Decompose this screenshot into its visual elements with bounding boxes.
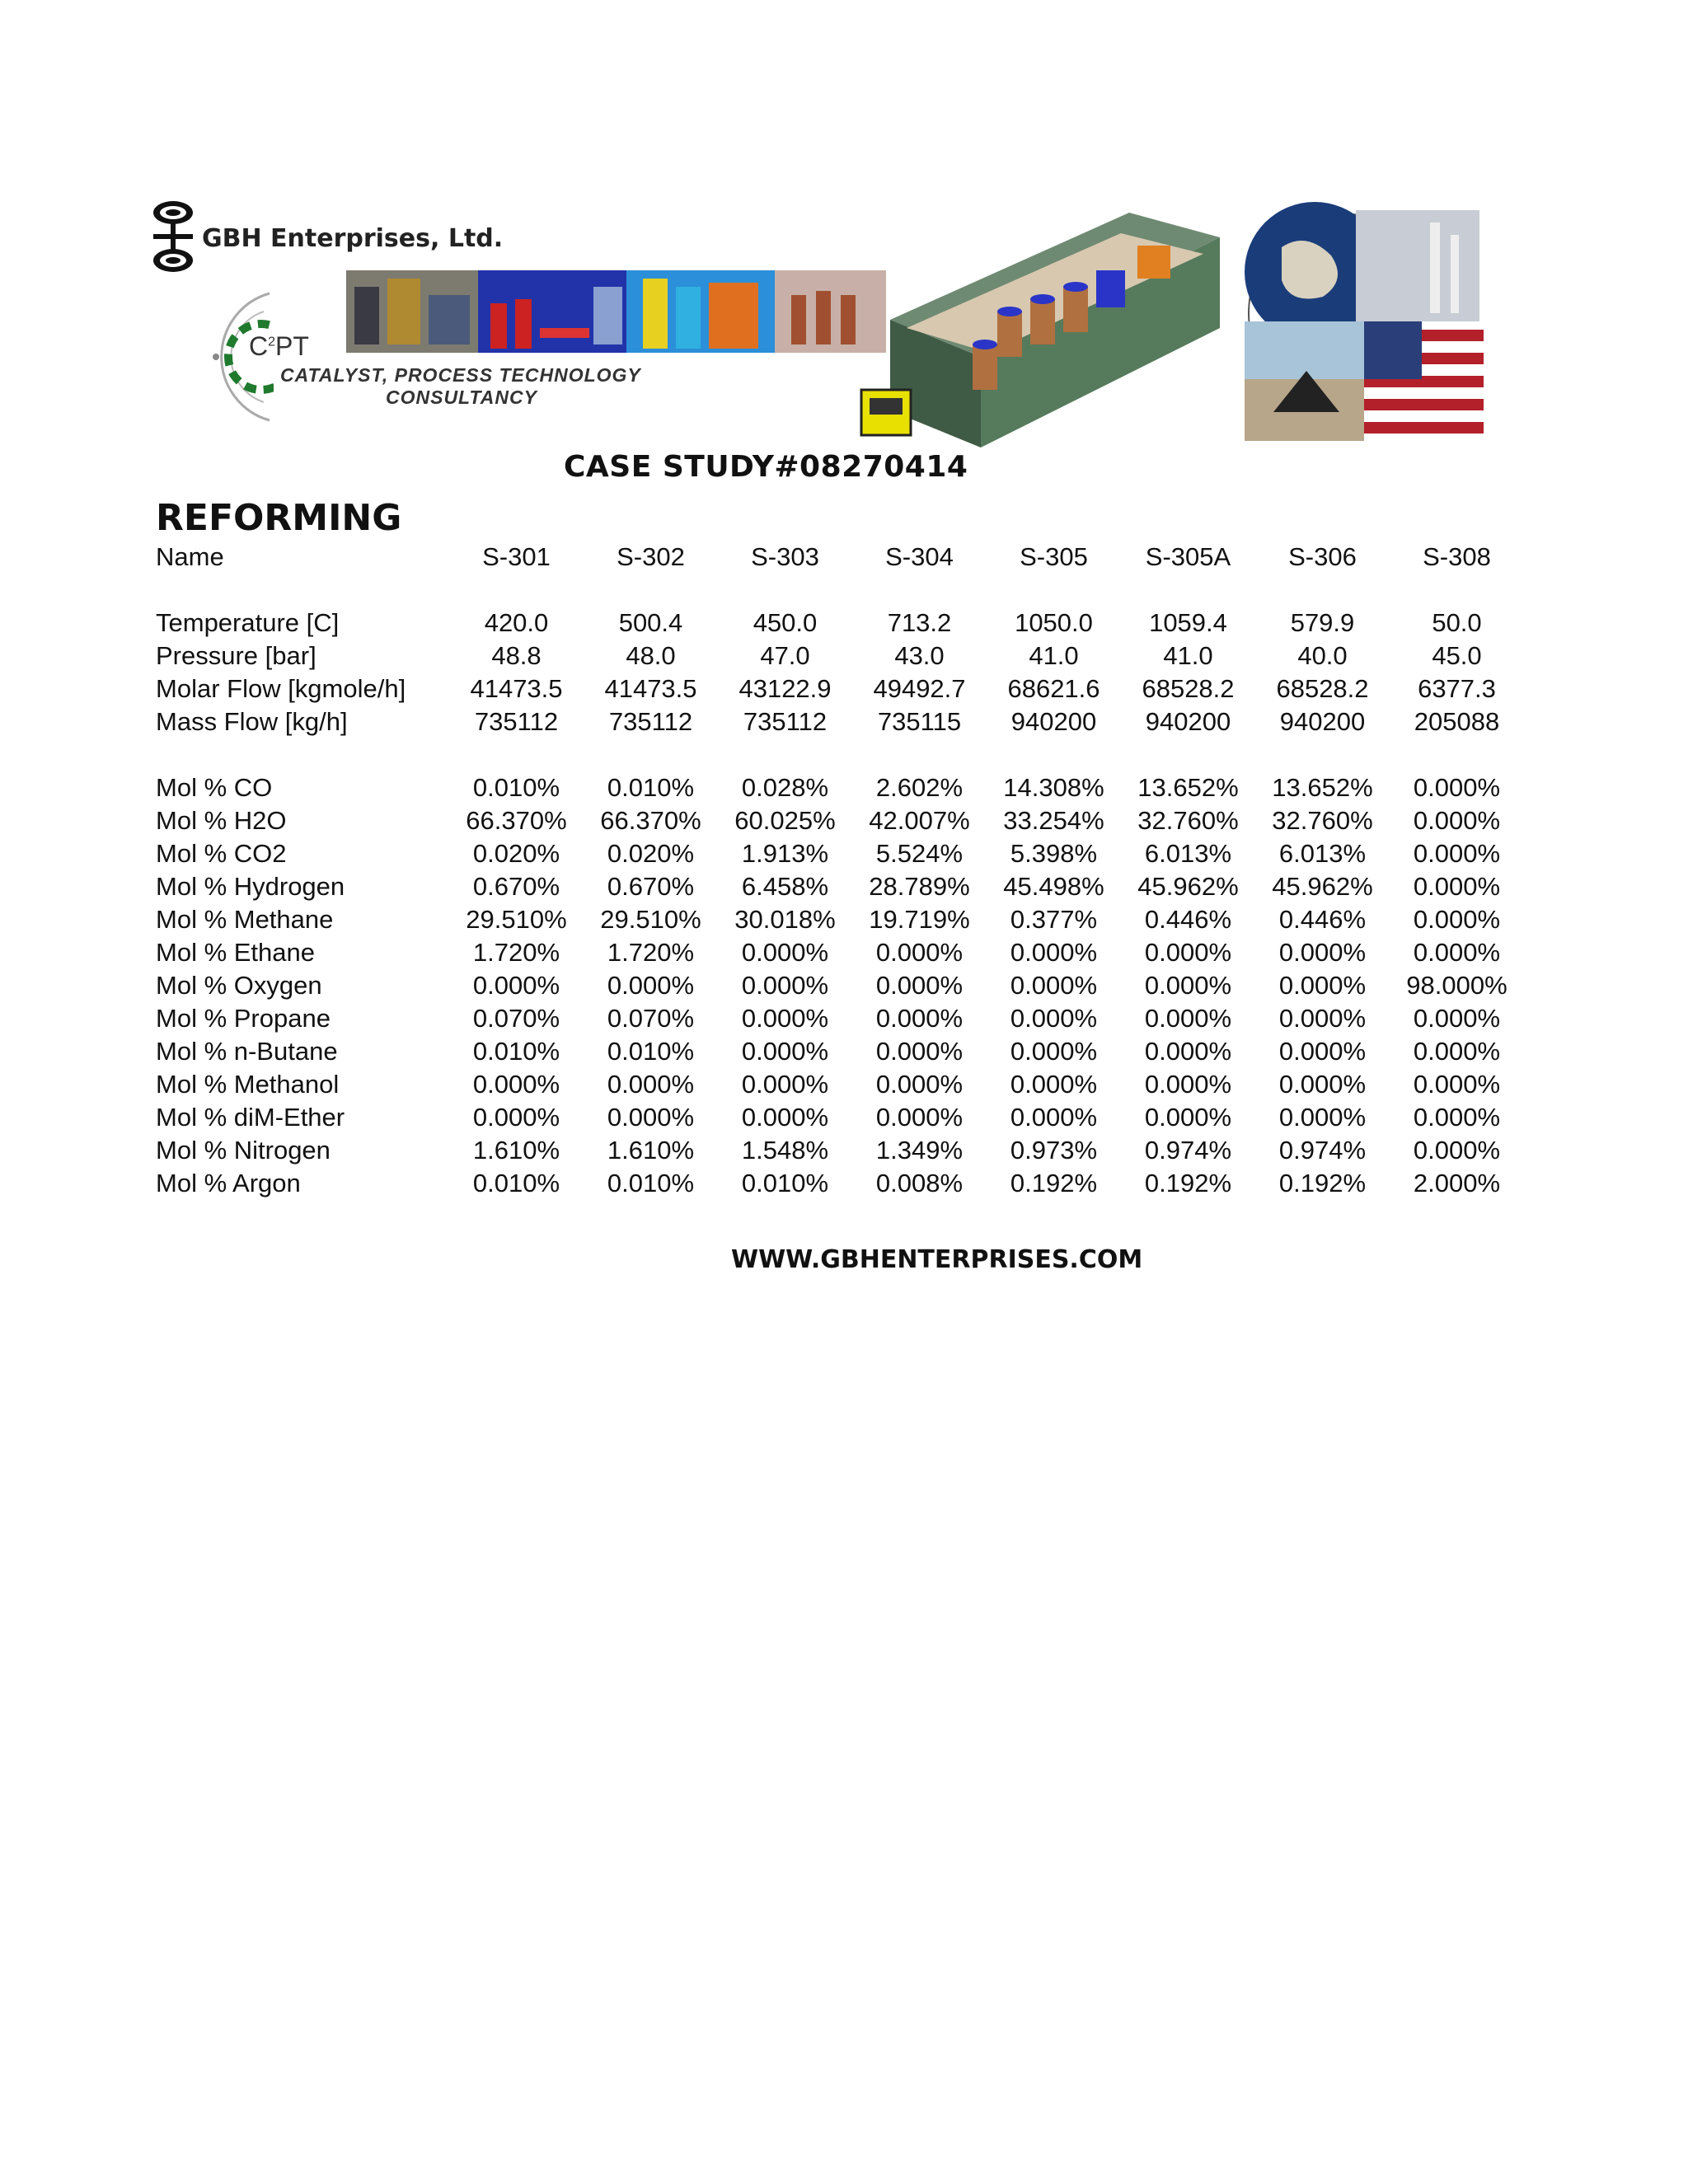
table-cell: 0.000% xyxy=(1278,938,1367,967)
table-cell: 33.254% xyxy=(1003,806,1104,835)
table-cell: 5.398% xyxy=(1010,839,1098,868)
table-row xyxy=(156,771,1524,804)
table-cell: 0.000% xyxy=(1010,1070,1098,1099)
name-column-label: Name xyxy=(156,542,224,571)
table-cell: 6.013% xyxy=(1278,839,1367,868)
industrial-photo-collage xyxy=(346,270,886,353)
table-cell: 1050.0 xyxy=(1015,608,1093,637)
table-cell: 735115 xyxy=(877,707,962,736)
table-cell: 713.2 xyxy=(887,608,952,637)
table-header-row xyxy=(156,541,1524,574)
table-cell: 0.000% xyxy=(1413,806,1501,835)
row-label: Mol % n-Butane xyxy=(156,1037,338,1066)
table-cell: 0.000% xyxy=(1278,1037,1367,1066)
table-cell: 6.013% xyxy=(1144,839,1232,868)
row-label: Mol % CO xyxy=(156,773,273,802)
table-cell: 420.0 xyxy=(484,608,549,637)
table-cell: 0.000% xyxy=(875,1037,964,1066)
table-cell: 0.010% xyxy=(472,1169,560,1197)
table-cell: 0.000% xyxy=(1413,938,1501,967)
table-cell: 5.524% xyxy=(875,839,964,868)
table-row xyxy=(156,903,1524,936)
table-cell: 66.370% xyxy=(466,806,567,835)
table-cell: 0.000% xyxy=(1413,1037,1501,1066)
section-title: REFORMING xyxy=(156,497,402,539)
table-cell: 0.000% xyxy=(875,938,964,967)
row-label: Mol % Methane xyxy=(156,905,334,934)
table-cell: 68528.2 xyxy=(1276,674,1369,703)
table-cell: 32.760% xyxy=(1272,806,1373,835)
row-label: Mol % Argon xyxy=(156,1169,301,1197)
case-study-title: CASE STUDY#08270414 xyxy=(564,450,968,484)
row-label: Mol % Ethane xyxy=(156,938,315,967)
table-cell: 0.000% xyxy=(1144,938,1232,967)
table-cell: 0.000% xyxy=(607,1070,695,1099)
table-cell: 13.652% xyxy=(1272,773,1373,802)
table-row xyxy=(156,607,1524,640)
stream-header: S-305A xyxy=(1145,542,1231,571)
table-cell: 50.0 xyxy=(1432,608,1482,637)
table-cell: 940200 xyxy=(1279,707,1366,736)
table-cell: 0.010% xyxy=(607,1037,695,1066)
row-label: Mol % H2O xyxy=(156,806,287,835)
table-cell: 0.000% xyxy=(1144,1004,1232,1033)
consultancy-line-1: CATALYST, PROCESS TECHNOLOGY xyxy=(280,364,641,386)
table-cell: 0.010% xyxy=(607,1169,695,1197)
table-cell: 0.446% xyxy=(1144,905,1232,934)
stream-data-table xyxy=(156,541,1524,1200)
table-cell: 0.974% xyxy=(1278,1136,1367,1165)
table-cell: 0.000% xyxy=(1010,938,1098,967)
table-cell: 0.020% xyxy=(472,839,560,868)
table-cell: 0.446% xyxy=(1278,905,1367,934)
table-cell: 0.000% xyxy=(1413,872,1501,901)
table-row xyxy=(156,1101,1524,1134)
row-label: Mass Flow [kg/h] xyxy=(156,707,348,736)
table-cell: 45.962% xyxy=(1137,872,1239,901)
stream-header: S-301 xyxy=(482,542,551,571)
table-cell: 0.000% xyxy=(1413,1004,1501,1033)
row-label: Mol % Hydrogen xyxy=(156,872,345,901)
table-cell: 68621.6 xyxy=(1007,674,1100,703)
row-label: Mol % Nitrogen xyxy=(156,1136,331,1165)
table-cell: 735112 xyxy=(608,707,693,736)
stream-header: S-303 xyxy=(751,542,819,571)
row-label: Temperature [C] xyxy=(156,608,340,637)
table-cell: 0.070% xyxy=(607,1004,695,1033)
stream-header: S-308 xyxy=(1423,542,1491,571)
table-cell: 45.498% xyxy=(1003,872,1104,901)
row-label: Mol % Methanol xyxy=(156,1070,340,1099)
table-cell: 48.8 xyxy=(491,641,542,670)
table-cell: 0.010% xyxy=(741,1169,829,1197)
energy-globe-flag-collage xyxy=(1240,198,1488,449)
table-cell: 579.9 xyxy=(1290,608,1355,637)
table-cell: 41.0 xyxy=(1029,641,1079,670)
table-cell: 0.000% xyxy=(741,938,829,967)
table-cell: 6.458% xyxy=(741,872,829,901)
table-cell: 60.025% xyxy=(734,806,836,835)
table-cell: 1.610% xyxy=(607,1136,695,1165)
table-row xyxy=(156,936,1524,969)
spacer-row xyxy=(156,738,1524,771)
table-row xyxy=(156,1068,1524,1101)
table-cell: 0.008% xyxy=(875,1169,964,1197)
table-cell: 0.670% xyxy=(472,872,560,901)
table-cell: 1.720% xyxy=(607,938,695,967)
table-cell: 0.000% xyxy=(875,971,964,1000)
table-cell: 2.602% xyxy=(875,773,964,802)
table-row xyxy=(156,673,1524,705)
table-cell: 68528.2 xyxy=(1142,674,1235,703)
table-cell: 48.0 xyxy=(626,641,676,670)
table-cell: 450.0 xyxy=(753,608,818,637)
stream-header: S-304 xyxy=(885,542,954,571)
table-row xyxy=(156,1002,1524,1035)
table-cell: 0.000% xyxy=(1413,1136,1501,1165)
table-cell: 0.000% xyxy=(472,971,560,1000)
table-cell: 940200 xyxy=(1145,707,1231,736)
table-cell: 0.000% xyxy=(1278,1070,1367,1099)
table-cell: 0.010% xyxy=(472,773,560,802)
table-cell: 28.789% xyxy=(869,872,970,901)
consultancy-line-2: CONSULTANCY xyxy=(386,387,537,408)
table-cell: 0.000% xyxy=(1413,1070,1501,1099)
row-label: Mol % Oxygen xyxy=(156,971,322,1000)
table-cell: 0.000% xyxy=(741,1004,829,1033)
table-cell: 0.000% xyxy=(1144,971,1232,1000)
table-cell: 0.000% xyxy=(741,1037,829,1066)
table-cell: 0.028% xyxy=(741,773,829,802)
table-cell: 1.349% xyxy=(875,1136,964,1165)
table-cell: 0.000% xyxy=(1413,839,1501,868)
table-cell: 41473.5 xyxy=(604,674,697,703)
table-cell: 0.000% xyxy=(741,971,829,1000)
modular-plant-container-illustration xyxy=(857,196,1236,448)
table-cell: 41.0 xyxy=(1163,641,1213,670)
table-cell: 0.000% xyxy=(1413,1103,1501,1132)
table-cell: 0.973% xyxy=(1010,1136,1098,1165)
table-cell: 45.962% xyxy=(1272,872,1373,901)
row-label: Mol % CO2 xyxy=(156,839,287,868)
stream-header: S-306 xyxy=(1288,542,1357,571)
table-cell: 32.760% xyxy=(1137,806,1239,835)
table-cell: 500.4 xyxy=(618,608,683,637)
table-cell: 1059.4 xyxy=(1149,608,1227,637)
table-row xyxy=(156,705,1524,738)
table-cell: 0.000% xyxy=(472,1103,560,1132)
table-cell: 41473.5 xyxy=(470,674,563,703)
table-cell: 0.000% xyxy=(607,1103,695,1132)
row-label: Molar Flow [kgmole/h] xyxy=(156,674,406,703)
table-cell: 2.000% xyxy=(1413,1169,1501,1197)
table-cell: 43122.9 xyxy=(738,674,832,703)
table-cell: 1.610% xyxy=(472,1136,560,1165)
table-cell: 1.720% xyxy=(472,938,560,967)
table-cell: 0.000% xyxy=(1278,1004,1367,1033)
table-cell: 0.000% xyxy=(1278,971,1367,1000)
table-cell: 0.000% xyxy=(1010,1103,1098,1132)
table-cell: 19.719% xyxy=(869,905,970,934)
table-row xyxy=(156,1035,1524,1068)
table-cell: 0.000% xyxy=(875,1070,964,1099)
table-cell: 0.010% xyxy=(607,773,695,802)
table-cell: 0.000% xyxy=(1010,1037,1098,1066)
stream-header: S-302 xyxy=(617,542,685,571)
table-cell: 0.000% xyxy=(1413,773,1501,802)
table-cell: 0.192% xyxy=(1278,1169,1367,1197)
table-cell: 0.000% xyxy=(1010,971,1098,1000)
c2pt-wordmark: $C^2PT$ xyxy=(249,331,309,361)
table-cell: 0.020% xyxy=(607,839,695,868)
table-cell: 940200 xyxy=(1010,707,1097,736)
table-cell: 0.377% xyxy=(1010,905,1098,934)
table-cell: 14.308% xyxy=(1003,773,1104,802)
table-cell: 205088 xyxy=(1414,707,1500,736)
table-row xyxy=(156,804,1524,837)
gbh-emblem-icon xyxy=(148,198,198,276)
table-row xyxy=(156,1134,1524,1167)
table-cell: 1.913% xyxy=(741,839,829,868)
table-cell: 0.000% xyxy=(1278,1103,1367,1132)
table-cell: 0.192% xyxy=(1144,1169,1232,1197)
table-cell: 0.974% xyxy=(1144,1136,1232,1165)
table-cell: 0.670% xyxy=(607,872,695,901)
table-cell: 29.510% xyxy=(600,905,701,934)
table-cell: 42.007% xyxy=(869,806,970,835)
table-row xyxy=(156,837,1524,870)
row-label: Mol % Propane xyxy=(156,1004,331,1033)
spacer-row xyxy=(156,574,1524,607)
table-cell: 0.000% xyxy=(875,1004,964,1033)
table-cell: 0.000% xyxy=(472,1070,560,1099)
stream-header: S-305 xyxy=(1020,542,1088,571)
table-cell: 0.000% xyxy=(1010,1004,1098,1033)
table-cell: 0.000% xyxy=(1144,1103,1232,1132)
table-cell: 47.0 xyxy=(760,641,810,670)
table-cell: 0.010% xyxy=(472,1037,560,1066)
row-label: Mol % diM-Ether xyxy=(156,1103,345,1132)
table-cell: 0.000% xyxy=(741,1103,829,1132)
table-cell: 0.000% xyxy=(1144,1037,1232,1066)
table-cell: 30.018% xyxy=(734,905,836,934)
table-cell: 43.0 xyxy=(894,641,945,670)
table-cell: 98.000% xyxy=(1406,971,1507,1000)
table-row xyxy=(156,969,1524,1002)
table-cell: 735112 xyxy=(474,707,559,736)
table-cell: 40.0 xyxy=(1297,641,1348,670)
footer-website: WWW.GBHENTERPRISES.COM xyxy=(731,1245,1143,1274)
table-cell: 0.000% xyxy=(741,1070,829,1099)
table-cell: 735112 xyxy=(743,707,828,736)
table-cell: 29.510% xyxy=(466,905,567,934)
table-cell: 6377.3 xyxy=(1418,674,1496,703)
table-row xyxy=(156,1167,1524,1200)
table-row xyxy=(156,870,1524,903)
row-label: Pressure [bar] xyxy=(156,641,316,670)
table-cell: 0.000% xyxy=(1144,1070,1232,1099)
table-cell: 45.0 xyxy=(1432,641,1482,670)
table-cell: 0.070% xyxy=(472,1004,560,1033)
table-cell: 49492.7 xyxy=(873,674,966,703)
table-cell: 0.000% xyxy=(875,1103,964,1132)
table-cell: 0.192% xyxy=(1010,1169,1098,1197)
table-cell: 13.652% xyxy=(1137,773,1239,802)
table-cell: 1.548% xyxy=(741,1136,829,1165)
table-cell: 0.000% xyxy=(607,971,695,1000)
company-name: GBH Enterprises, Ltd. xyxy=(202,224,504,253)
table-cell: 0.000% xyxy=(1413,905,1501,934)
table-cell: 66.370% xyxy=(600,806,701,835)
table-row xyxy=(156,640,1524,673)
